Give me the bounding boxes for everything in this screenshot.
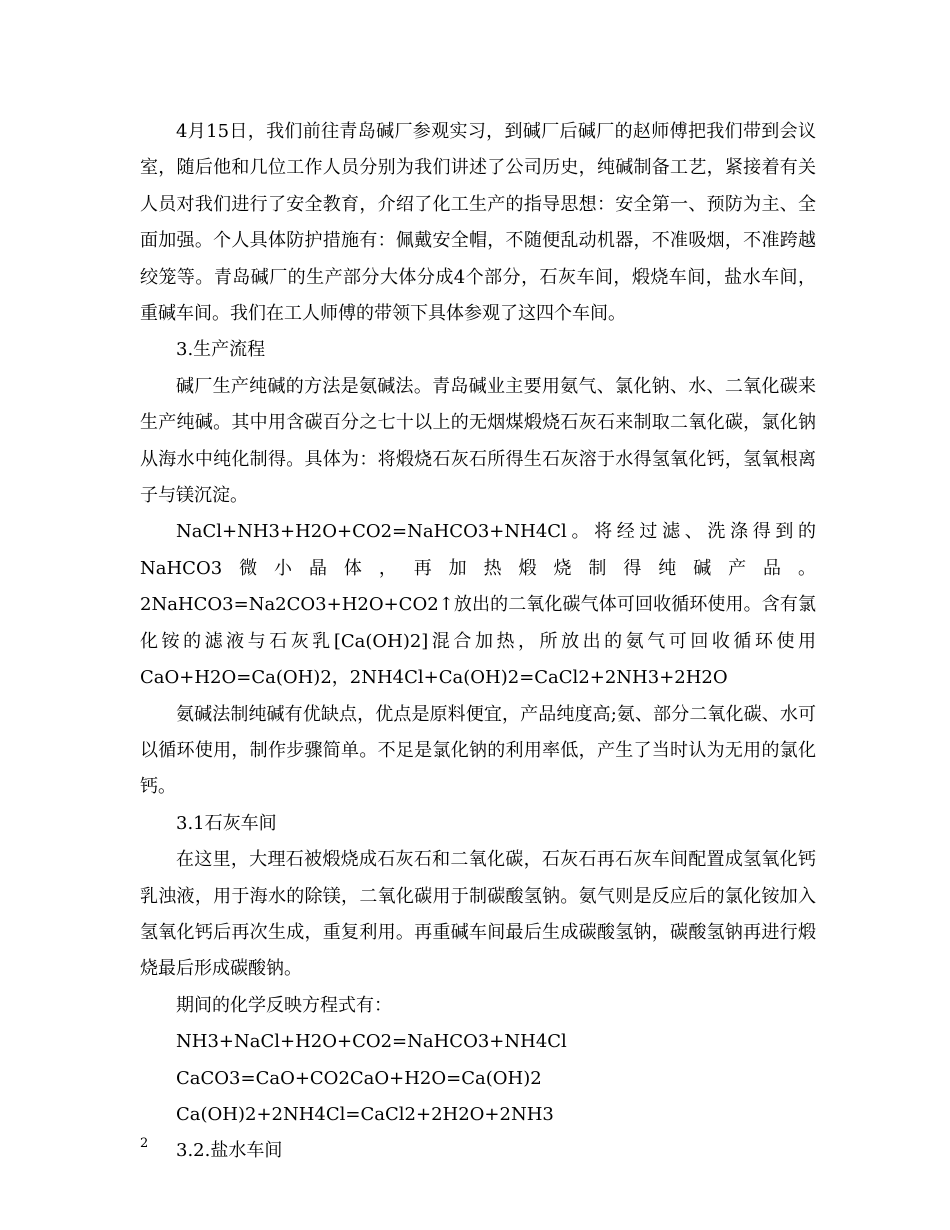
- paragraph-equations-intro: 期间的化学反映方程式有：: [176, 994, 392, 1016]
- paragraph-lime-workshop: 在这里，大理石被煅烧成石灰石和二氧化碳，石灰石再石灰车间配置成氢氧化钙乳浊液，用于海水的除镁，二氧化碳用于制碳酸氢钠。氨气则是反应后的氯化铵加入氢氧化钙后再次生成，重复利用。再重碱车间最后生成碳酸氢钠，碳酸氢钠再进行煅烧最后形成碳酸钠。: [140, 849, 816, 980]
- equation-2: CaCO3=CaO+CO2CaO+H2O=Ca(OH)2: [176, 1067, 542, 1089]
- paragraph-reactions: NaCl+NH3+H2O+CO2=NaHCO3+NH4Cl。将经过滤、洗涤得到的NaHCO3微小晶体，再加热煅烧制得纯碱产品。2NaHCO3=Na2CO3+H2O+CO2↑放出的二氧化碳气体可回收循环使用。含有氯化铵的滤液与石灰乳[Ca(OH)2]混合加热，所放出的氨气可回收循环使用CaO+H2O=Ca(OH)2，2NH4Cl+Ca(OH)2=CaCl2+2NH3+2H2O: [140, 521, 816, 689]
- section-heading-lime-workshop: 3.1石灰车间: [176, 812, 277, 834]
- paragraph-pros-cons: 氨碱法制纯碱有优缺点，优点是原料便宜，产品纯度高;氨、部分二氧化碳、水可以循环使用，制作步骤简单。不足是氯化钠的利用率低，产生了当时认为无用的氯化钙。: [140, 703, 816, 798]
- paragraph-intro: 4月15日，我们前往青岛碱厂参观实习，到碱厂后碱厂的赵师傅把我们带到会议室，随后他和几位工作人员分别为我们讲述了公司历史，纯碱制备工艺，紧接着有关人员对我们进行了安全教育，介绍了化工生产的指导思想：安全第一、预防为主、全面加强。个人具体防护措施有：佩戴安全帽，不随便乱动机器，不准吸烟，不准跨越绞笼等。青岛碱厂的生产部分大体分成4个部分，石灰车间，煅烧车间，盐水车间，重碱车间。我们在工人师傅的带领下具体参观了这四个车间。: [140, 121, 816, 325]
- page-number: 2: [140, 1136, 149, 1151]
- equation-3: Ca(OH)2+2NH4Cl=CaCl2+2H2O+2NH3: [176, 1103, 554, 1125]
- paragraph-ammonia-soda-method: 碱厂生产纯碱的方法是氨碱法。青岛碱业主要用氨气、氯化钠、水、二氧化碳来生产纯碱。其中用含碳百分之七十以上的无烟煤煅烧石灰石来制取二氧化碳，氯化钠从海水中纯化制得。具体为：将煅烧石灰石所得生石灰溶于水得氢氧化钙，氢氧根离子与镁沉淀。: [140, 375, 816, 507]
- section-heading-brine-workshop: 3.2.盐水车间: [176, 1140, 283, 1162]
- document-body: [140, 114, 816, 1170]
- section-heading-production-process: 3.生产流程: [176, 339, 266, 361]
- equation-1: NH3+NaCl+H2O+CO2=NaHCO3+NH4Cl: [176, 1031, 567, 1053]
